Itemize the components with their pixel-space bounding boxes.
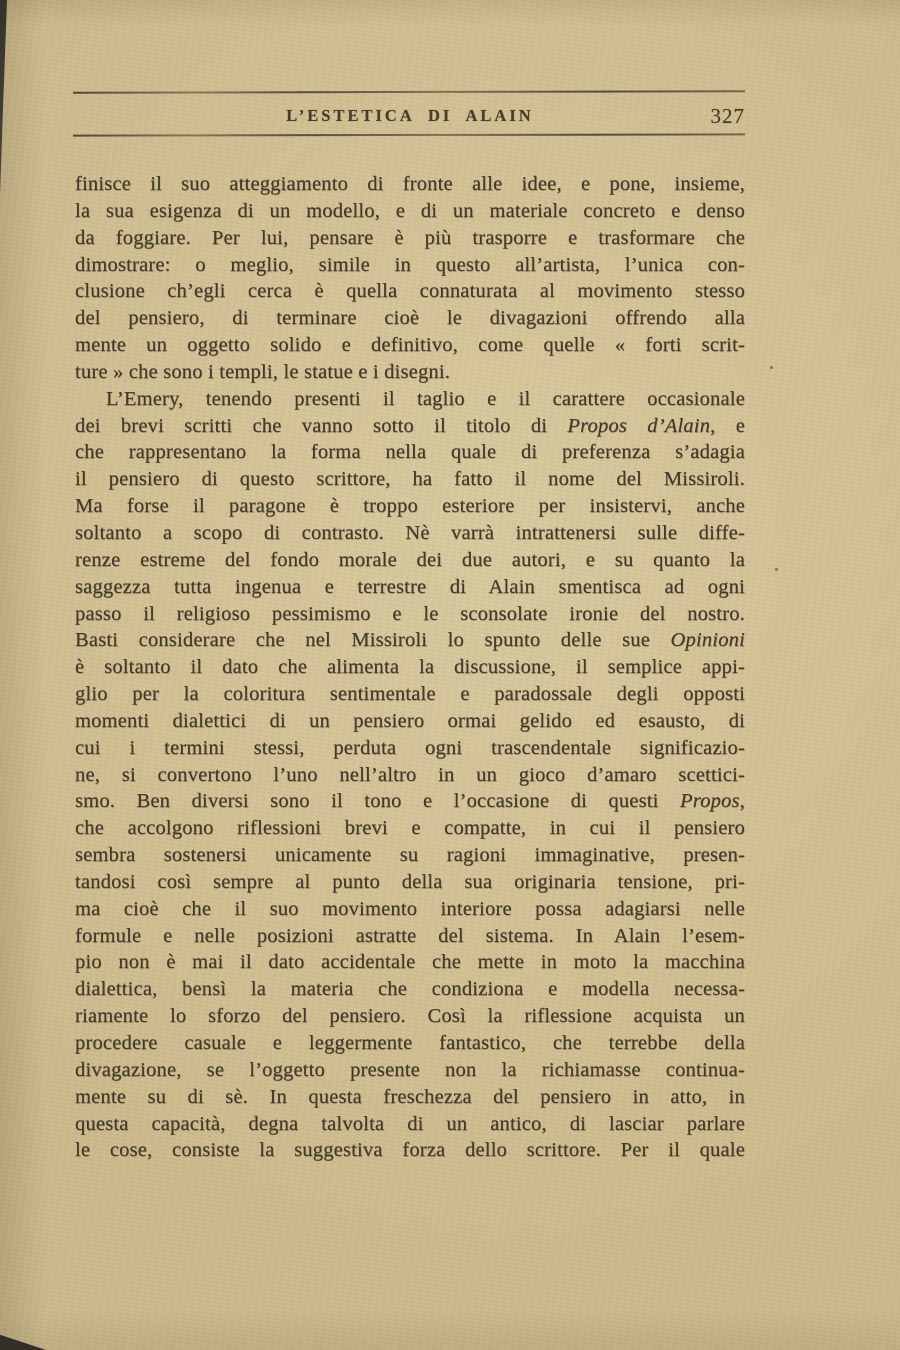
text-line: mente su di sè. In questa freschezza del pensiero in atto, in bbox=[75, 1085, 745, 1108]
text-line: momenti dialettici di un pensiero ormai gelido ed esausto, di bbox=[75, 709, 745, 732]
text-line: glio per la coloritura sentimentale e paradossale degli opposti bbox=[75, 683, 745, 706]
text-line: è soltanto il dato che alimenta la discussione, il semplice appi- bbox=[75, 656, 745, 679]
text-line: divagazione, se l’oggetto presente non la richiamasse continua- bbox=[75, 1058, 745, 1081]
paragraph bbox=[75, 171, 745, 386]
text-line: renze estreme del fondo morale dei due autori, e su quanto la bbox=[75, 548, 745, 571]
text-line: il pensiero di questo scrittore, ha fatto il nome del Missiroli. bbox=[75, 468, 745, 491]
text-line: mente un oggetto solido e definitivo, come quelle « forti scrit- bbox=[75, 334, 745, 357]
text-line: ne, si convertono l’uno nell’altro in un gioco d’amaro scettici- bbox=[75, 763, 745, 786]
text-line: che accolgono riflessioni brevi e compatte, in cui il pensiero bbox=[75, 817, 745, 840]
text-line: la sua esigenza di un modello, e di un materiale concreto e denso bbox=[75, 199, 745, 222]
text-line: cui i termini stessi, perduta ogni trascendentale significazio- bbox=[75, 736, 745, 759]
text-line: L’Emery, tenendo presenti il taglio e il carattere occasionale bbox=[106, 387, 745, 410]
paper-speck bbox=[775, 568, 778, 571]
text-line: da foggiare. Per lui, pensare è più trasporre e trasformare che bbox=[75, 226, 745, 249]
text-line: dialettica, bensì la materia che condiziona e modella necessa- bbox=[75, 978, 745, 1001]
header-rule-top bbox=[73, 90, 745, 93]
scan-artifact-top-left bbox=[0, 0, 10, 196]
text-line: del pensiero, di terminare cioè le divagazioni offrendo alla bbox=[75, 307, 745, 330]
text-line: passo il religioso pessimismo e le sconsolate ironie del nostro. bbox=[75, 602, 745, 625]
text-line: riamente lo sforzo del pensiero. Così la riflessione acquista un bbox=[75, 1005, 745, 1028]
text-line: che rappresentano la forma nella quale di preferenza s’adagia bbox=[75, 441, 745, 464]
text-line: ma cioè che il suo movimento interiore possa adagiarsi nelle bbox=[75, 897, 745, 920]
text-line: questa capacità, degna talvolta di un antico, di lasciar parlare bbox=[75, 1112, 745, 1135]
text-line: ture » che sono i templi, le statue e i disegni. bbox=[75, 360, 451, 383]
text-line: smo. Ben diversi sono il tono e l’occasione di questi Propos, bbox=[75, 790, 745, 813]
text-line: formule e nelle posizioni astratte del sistema. In Alain l’esem- bbox=[75, 924, 745, 947]
text-line: clusione ch’egli cerca è quella connaturata al movimento stesso bbox=[75, 280, 745, 303]
text-line: Ma forse il paragone è troppo esteriore per insistervi, anche bbox=[75, 495, 745, 518]
paragraph bbox=[75, 386, 745, 1164]
text-line: soltanto a scopo di contrasto. Nè varrà intrattenersi sulle diffe- bbox=[75, 521, 745, 544]
text-line: pio non è mai il dato accidentale che mette in moto la macchina bbox=[75, 951, 745, 974]
page-number: 327 bbox=[710, 104, 745, 128]
text-line: finisce il suo atteggiamento di fronte alle idee, e pone, insieme, bbox=[75, 173, 745, 195]
text-line: le cose, consiste la suggestiva forza dello scrittore. Per il quale bbox=[75, 1139, 745, 1162]
text-line: dei brevi scritti che vanno sotto il titolo di Propos d’Alain, e bbox=[75, 414, 745, 437]
text-line: saggezza tutta ingenua e terrestre di Alain smentisca ad ogni bbox=[75, 575, 745, 598]
text-line: tandosi così sempre al punto della sua originaria tensione, pri- bbox=[75, 870, 745, 893]
scan-artifact-bottom-left bbox=[0, 1333, 46, 1350]
page-text bbox=[75, 171, 745, 1164]
header-rule-bottom bbox=[73, 133, 745, 136]
text-line: sembra sostenersi unicamente su ragioni immaginative, presen- bbox=[75, 844, 745, 867]
text-line: procedere casuale e leggermente fantastico, che terrebbe della bbox=[75, 1032, 745, 1054]
text-line: Basti considerare che nel Missiroli lo spunto delle sue Opinioni bbox=[75, 629, 745, 652]
text-line: dimostrare: o meglio, simile in questo all’artista, l’unica con- bbox=[75, 253, 745, 276]
paper-speck bbox=[770, 366, 773, 369]
running-header-title: L’ESTETICA DI ALAIN bbox=[286, 106, 534, 125]
